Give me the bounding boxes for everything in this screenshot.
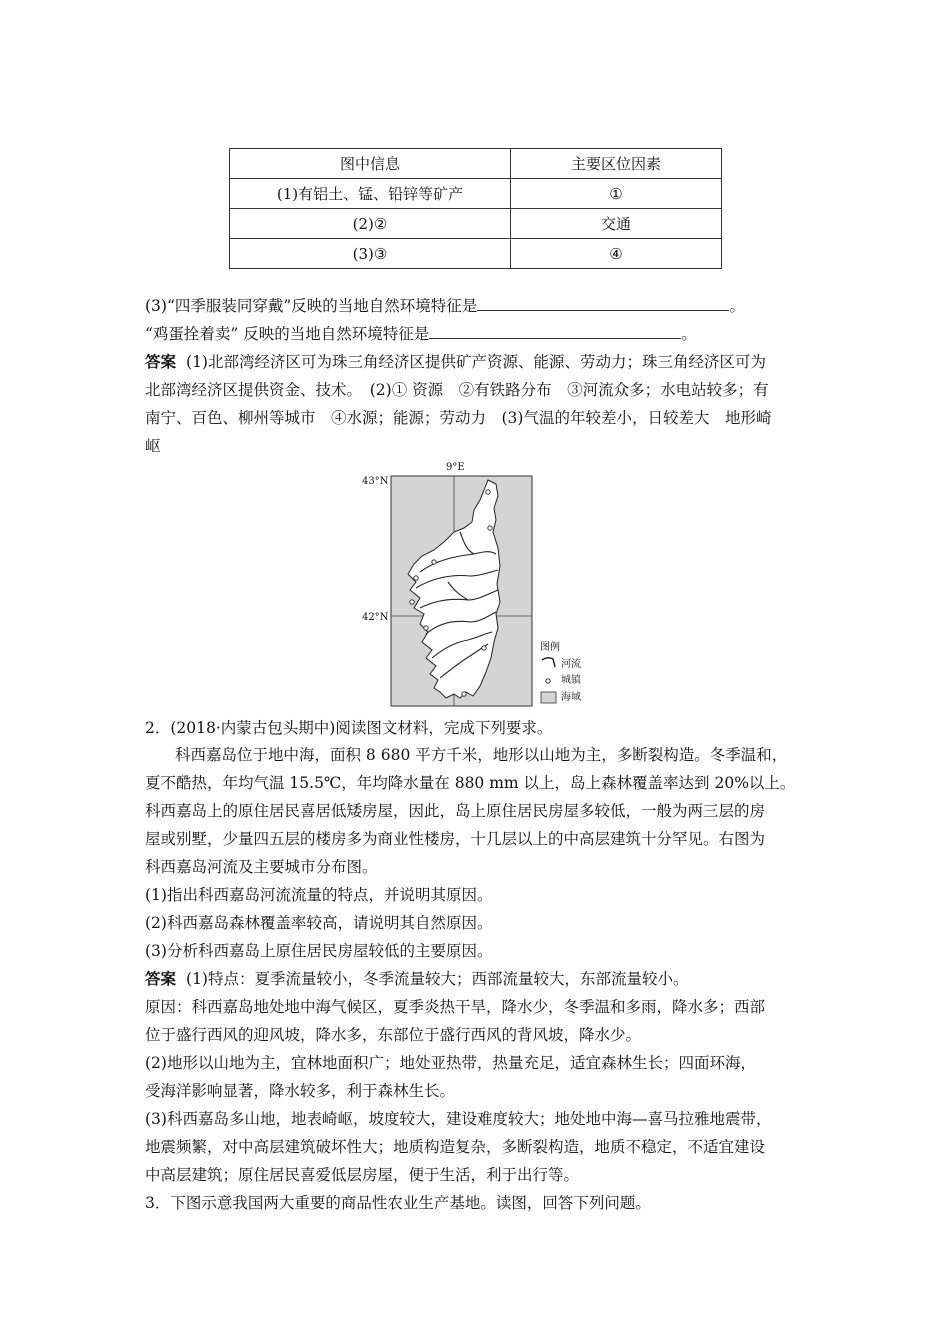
table-header-cell: 主要区位因素 <box>511 149 722 179</box>
corsica-map <box>360 462 620 710</box>
table-cell: (3)③ <box>230 239 511 269</box>
answer-text: (1)特点：夏季流量较小，冬季流量较大；西部流量较大，东部流量较小。 <box>186 970 689 988</box>
sub-question: (3)分析科西嘉岛上原住居民房屋较低的主要原因。 <box>145 942 493 960</box>
question-text: “鸡蛋拴着卖” 反映的当地自然环境特征是 <box>145 325 430 343</box>
legend-river-label: 河流 <box>561 659 581 670</box>
answer-2-line: 地震频繁，对中高层建筑破坏性大；地质构造复杂，多断裂构造，地质不稳定，不适宜建设 <box>145 1138 766 1156</box>
legend-town-label: 城镇 <box>561 675 581 686</box>
answer-2-line: 位于盛行西风的迎风坡，降水多，东部位于盛行西风的背风坡，降水少。 <box>145 1026 642 1044</box>
table-cell: 交通 <box>511 209 722 239</box>
question-2-title: 2．(2018·内蒙古包头期中)阅读图文材料，完成下列要求。 <box>145 719 553 737</box>
material-paragraph-line: 夏不酷热，年均气温 15.5℃，年均降水量在 880 mm 以上，岛上森林覆盖率达到 20%以上。 <box>145 774 796 792</box>
answer-text: 岖 <box>145 437 161 455</box>
table-cell: (2)② <box>230 209 511 239</box>
answer-1-line <box>145 352 766 372</box>
answer-2-line: (3)科西嘉岛多山地，地表崎岖，坡度较大，建设难度较大；地处地中海—喜马拉雅地震带， <box>145 1110 772 1128</box>
question-3-line-2 <box>145 324 697 344</box>
question-text: (3)“四季服装同穿戴”反映的当地自然环境特征是 <box>145 297 478 315</box>
location-factor-table <box>229 148 722 269</box>
material-paragraph-line: 科西嘉岛上的原住居民喜居低矮房屋，因此，岛上原住居民房屋多较低，一般为两三层的房 <box>145 802 766 820</box>
table-cell: ④ <box>511 239 722 269</box>
material-paragraph-line: 科西嘉岛位于地中海，面积 8 680 平方千米，地形以山地为主，多断裂构造。冬季温和， <box>175 746 788 764</box>
answer-label: 答案 <box>145 970 177 988</box>
answer-1-line <box>145 408 771 428</box>
table-row <box>230 209 722 239</box>
question-3-title: 3．下图示意我国两大重要的商品性农业生产基地。读图，回答下列问题。 <box>145 1194 651 1212</box>
town-legend-icon <box>546 679 550 683</box>
sub-question: (2)科西嘉岛森林覆盖率较高，请说明其自然原因。 <box>145 914 493 932</box>
answer-blank <box>429 324 681 339</box>
sea-legend-icon <box>541 692 556 703</box>
answer-1-line <box>145 380 769 400</box>
answer-2-line: 中高层建筑；原住居民喜爱低层房屋，便于生活，利于出行等。 <box>145 1166 580 1184</box>
answer-label: 答案 <box>145 353 177 371</box>
table-cell: (1)有铝土、锰、铅锌等矿产 <box>230 179 511 209</box>
answer-2-line: (2)地形以山地为主，宜林地面积广；地处亚热带，热量充足，适宜森林生长；四面环海， <box>145 1054 756 1072</box>
table-cell: ① <box>511 179 722 209</box>
material-paragraph-line: 科西嘉岛河流及主要城市分布图。 <box>145 858 378 876</box>
answer-blank <box>477 296 729 311</box>
table-header-cell: 图中信息 <box>230 149 511 179</box>
longitude-label: 9°E <box>446 462 465 473</box>
sub-question: (1)指出科西嘉岛河流流量的特点，并说明其原因。 <box>145 886 493 904</box>
material-paragraph-line: 屋或别墅，少量四五层的楼房多为商业性楼房，十几层以上的中高层建筑十分罕见。右图为 <box>145 830 766 848</box>
punctuation: 。 <box>729 297 745 315</box>
answer-2-line <box>145 969 688 989</box>
legend-sea-label: 海域 <box>561 692 581 703</box>
table-header-row <box>230 149 722 179</box>
answer-text: 北部湾经济区提供资金、技术。 (2)① 资源 ②有铁路分布 ③河流众多；水电站较多；有 <box>145 381 769 399</box>
answer-2-line: 受海洋影响显著，降水较多，利于森林生长。 <box>145 1082 456 1100</box>
legend-title: 图例 <box>540 642 560 653</box>
latitude-label-mid: 42°N <box>362 612 389 623</box>
table-row <box>230 239 722 269</box>
answer-text: (1)北部湾经济区可为珠三角经济区提供矿产资源、能源、劳动力；珠三角经济区可为 <box>186 353 766 371</box>
latitude-label-top: 43°N <box>362 476 389 487</box>
punctuation: 。 <box>681 325 697 343</box>
answer-2-line: 原因：科西嘉岛地处地中海气候区，夏季炎热干旱，降水少，冬季温和多雨，降水多；西部 <box>145 998 766 1016</box>
map-graphic <box>360 462 620 710</box>
question-3-line-1 <box>145 296 745 316</box>
answer-1-line <box>145 436 161 456</box>
answer-text: 南宁、百色、柳州等城市 ④水源；能源；劳动力 (3)气温的年较差小，日较差大 地形崎 <box>145 409 772 427</box>
river-legend-icon <box>542 658 555 667</box>
table-row <box>230 179 722 209</box>
